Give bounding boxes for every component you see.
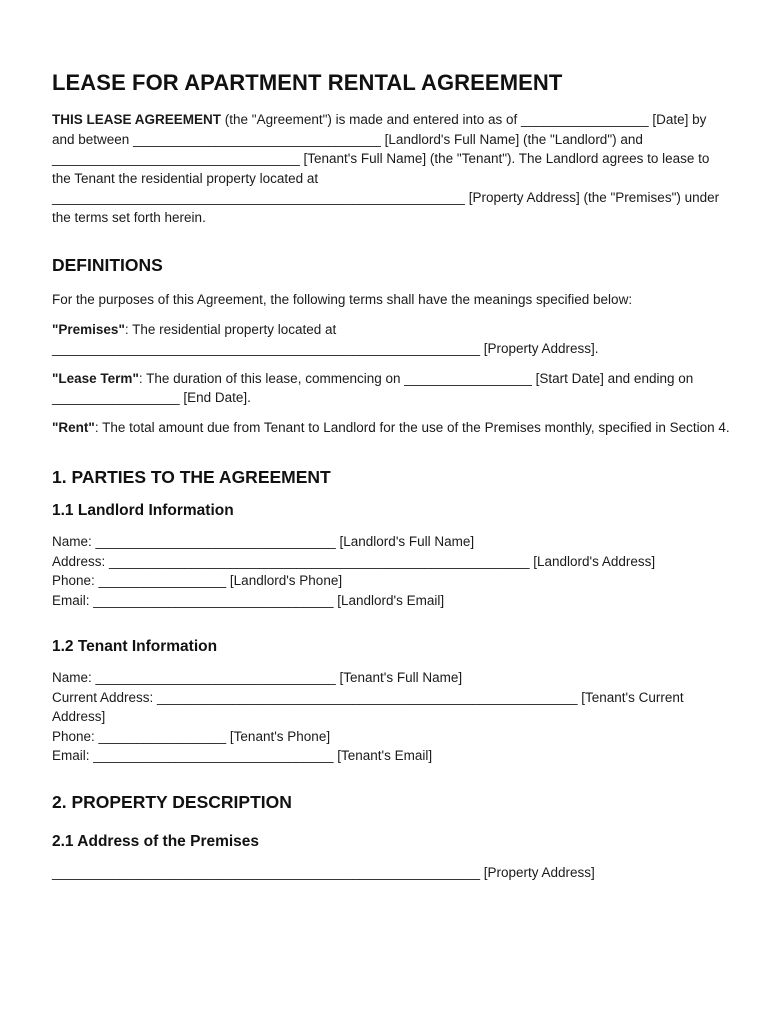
landlord-address-line: Address: ________________________________________________________ [Landlord's Address]: [52, 553, 656, 569]
tenant-address-line: Current Address: ________________________________________________________ [Tenant's Current Address]: [52, 689, 684, 724]
section-1-heading: 1. PARTIES TO THE AGREEMENT: [52, 467, 331, 487]
definition-text: : The total amount due from Tenant to Landlord for the use of the Premises monthly, specified in Section 4.: [94, 419, 730, 435]
tenant-email-line: Email: ________________________________ [Tenant's Email]: [52, 748, 433, 763]
definitions-lead: For the purposes of this Agreement, the following terms shall have the meanings specified below:: [52, 292, 633, 307]
landlord-name-line: Name: ________________________________ [Landlord's Full Name]: [52, 534, 475, 549]
landlord-info-block: [52, 532, 730, 610]
definition-text: : The duration of this lease, commencing on _________________ [Start Date] and ending on _________________ [End Date].: [52, 370, 694, 405]
definition-rent: [52, 418, 730, 438]
definition-premises: [52, 320, 730, 359]
tenant-name-line: Name: ________________________________ [Tenant's Full Name]: [52, 670, 463, 685]
intro-text: (the "Agreement") is made and entered into as of _________________ [Date] by and between _________________________________ [Landlord's Full Name] (the "Landlord") and _________________________________ [Tenant's Full Name] (the "Tenant"). The Landlord agrees to lease to the Tenant the residential property located at _______________________________________________________ [Property Address] (the "Premises") under the terms set forth herein.: [52, 112, 720, 225]
premises-address-line: _________________________________________________________ [Property Address]: [52, 864, 595, 880]
definition-term: "Premises": [52, 321, 125, 337]
landlord-info-heading: 1.1 Landlord Information: [52, 502, 234, 519]
document-title: LEASE FOR APARTMENT RENTAL AGREEMENT: [52, 70, 563, 95]
intro-paragraph: [52, 110, 730, 227]
tenant-info-block: [52, 668, 730, 766]
definition-term: "Lease Term": [52, 370, 139, 386]
definitions-heading: DEFINITIONS: [52, 255, 163, 275]
definition-term: "Rent": [52, 419, 95, 435]
definition-lease-term: [52, 369, 730, 408]
premises-address-heading: 2.1 Address of the Premises: [52, 832, 260, 850]
landlord-phone-line: Phone: _________________ [Landlord's Phone]: [52, 573, 343, 588]
tenant-phone-line: Phone: _________________ [Tenant's Phone]: [52, 728, 331, 744]
intro-bold-lead: THIS LEASE AGREEMENT: [52, 112, 222, 127]
definition-text: : The residential property located at _________________________________________________________ [Property Address].: [52, 321, 599, 356]
landlord-email-line: Email: ________________________________ [Landlord's Email]: [52, 592, 445, 608]
tenant-info-heading: 1.2 Tenant Information: [52, 638, 218, 655]
section-2-heading: 2. PROPERTY DESCRIPTION: [52, 791, 292, 812]
